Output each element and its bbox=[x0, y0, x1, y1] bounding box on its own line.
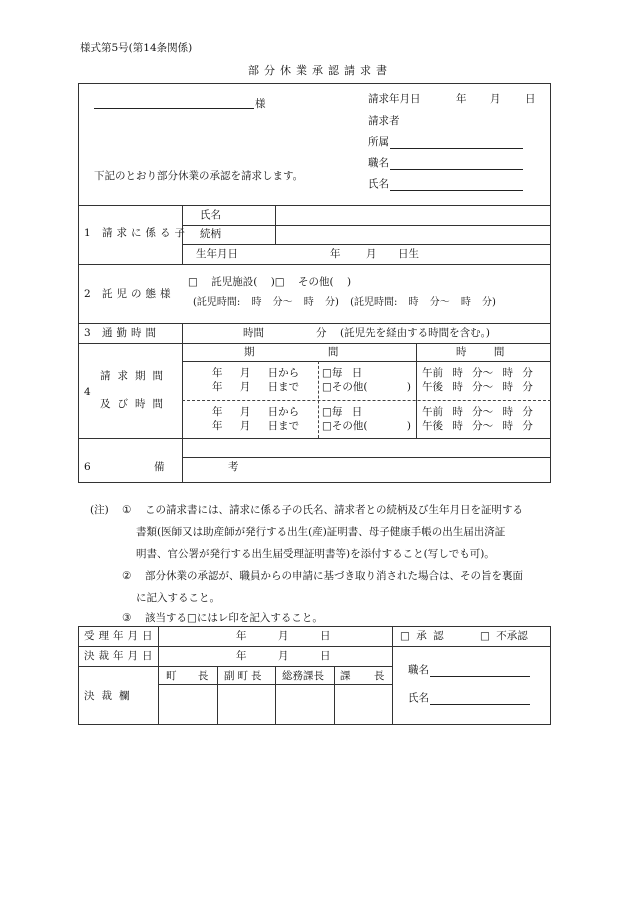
addressee-suffix: 様 bbox=[255, 98, 266, 110]
note3-mark: ③ bbox=[122, 612, 132, 624]
section4-number: 4 bbox=[84, 386, 91, 398]
period1-am-time[interactable]: 午前 時 分〜 時 分 bbox=[422, 367, 533, 379]
decided-date-label: 決裁年月日 bbox=[84, 650, 157, 662]
request-date-day: 日 bbox=[525, 93, 536, 105]
divider bbox=[334, 666, 335, 725]
commute-hours: 時間 bbox=[243, 327, 264, 339]
stamp-header-deputy-mayor: 副町長 bbox=[224, 670, 265, 682]
name-field[interactable] bbox=[390, 190, 523, 191]
section3-label: 3 通勤時間 bbox=[84, 327, 161, 339]
childcare-hours: (託児時間: 時 分〜 時 分) (託児時間: 時 分〜 時 分) bbox=[193, 297, 496, 308]
child-birthdate-label: 生年月日 bbox=[196, 248, 238, 260]
requester-label: 請求者 bbox=[368, 115, 400, 127]
stamp-header-section-chief: 課 長 bbox=[340, 670, 385, 682]
decision-label: 決裁欄 bbox=[84, 690, 137, 702]
request-date-label: 請求年月日 bbox=[368, 93, 421, 105]
received-day: 日 bbox=[320, 630, 331, 642]
request-date-month: 月 bbox=[490, 93, 501, 105]
period1-other-checkbox[interactable]: □その他( ) bbox=[322, 381, 411, 393]
section4-label-line2: 及び時間 bbox=[100, 398, 170, 410]
period1-until[interactable]: 年 月 日まで bbox=[212, 381, 300, 393]
page-title: 部分休業承認請求書 bbox=[248, 64, 392, 77]
approver-name-label: 氏名 bbox=[408, 692, 429, 704]
divider bbox=[78, 205, 551, 206]
divider bbox=[182, 343, 183, 438]
period-header: 期 間 bbox=[244, 346, 339, 358]
divider bbox=[158, 684, 392, 685]
stamp-header-general-affairs-chief: 総務課長 bbox=[282, 670, 324, 682]
divider bbox=[78, 438, 551, 439]
form-number: 様式第5号(第14条関係) bbox=[80, 42, 193, 54]
period2-pm-time[interactable]: 午後 時 分〜 時 分 bbox=[422, 420, 533, 432]
divider bbox=[182, 205, 183, 264]
received-date-label: 受理年月日 bbox=[84, 630, 157, 642]
decided-day: 日 bbox=[320, 650, 331, 662]
approve-checkbox[interactable]: □ 承 認 bbox=[400, 630, 444, 642]
child-name-label: 氏名 bbox=[200, 209, 221, 221]
received-year: 年 bbox=[236, 630, 247, 642]
note2-line1: 部分休業の承認が、職員からの申請に基づき取り消された場合は、その旨を裏面 bbox=[145, 570, 523, 582]
period2-from[interactable]: 年 月 日から bbox=[212, 406, 300, 418]
divider bbox=[78, 264, 551, 265]
divider bbox=[182, 244, 551, 245]
divider bbox=[182, 400, 551, 401]
divider bbox=[78, 646, 551, 647]
divider bbox=[158, 626, 159, 725]
divider bbox=[78, 666, 392, 667]
note1-line3: 明書、官公署が発行する出生届受理証明書等)を添付すること(写しでも可)。 bbox=[136, 548, 495, 560]
divider bbox=[275, 666, 276, 725]
period2-other-checkbox[interactable]: □その他( ) bbox=[322, 420, 411, 432]
addressee-line[interactable] bbox=[94, 108, 254, 109]
divider bbox=[416, 343, 417, 438]
note2-mark: ② bbox=[122, 570, 132, 582]
time-header: 時 間 bbox=[456, 346, 505, 358]
divider bbox=[78, 323, 551, 324]
received-month: 月 bbox=[278, 630, 289, 642]
period2-daily-checkbox[interactable]: □毎 日 bbox=[322, 406, 363, 418]
decided-year: 年 bbox=[236, 650, 247, 662]
notes-prefix: (注) bbox=[90, 504, 109, 516]
request-date-year: 年 bbox=[456, 93, 467, 105]
period1-daily-checkbox[interactable]: □毎 日 bbox=[322, 367, 363, 379]
birth-month: 月 bbox=[366, 248, 377, 260]
section6-label: 6 備 考 bbox=[84, 461, 239, 473]
approver-position-label: 職名 bbox=[408, 664, 429, 676]
section1-label: 1 請求に係る子 bbox=[84, 227, 190, 239]
divider bbox=[182, 323, 183, 343]
commute-minutes: 分 bbox=[316, 327, 327, 339]
commute-note: (託児先を経由する時間を含む。) bbox=[340, 327, 490, 339]
approver-name-field[interactable] bbox=[430, 704, 530, 705]
divider bbox=[392, 626, 393, 725]
childcare-options[interactable]: □ 託児施設( )□ その他( ) bbox=[188, 276, 352, 288]
divider bbox=[78, 343, 551, 344]
approver-position-field[interactable] bbox=[430, 676, 530, 677]
period1-pm-time[interactable]: 午後 時 分〜 時 分 bbox=[422, 381, 533, 393]
decided-month: 月 bbox=[278, 650, 289, 662]
birth-day: 日生 bbox=[398, 248, 419, 260]
stamp-header-mayor: 町 長 bbox=[166, 670, 209, 682]
affiliation-field[interactable] bbox=[390, 148, 523, 149]
position-field[interactable] bbox=[390, 169, 523, 170]
divider bbox=[182, 457, 551, 458]
note1-mark: ① bbox=[122, 504, 132, 516]
birth-year: 年 bbox=[330, 248, 341, 260]
period2-until[interactable]: 年 月 日まで bbox=[212, 420, 300, 432]
note1-line2: 書類(医師又は助産師が発行する出生(産)証明書、母子健康手帳の出生届出済証 bbox=[136, 526, 506, 538]
divider bbox=[217, 666, 218, 725]
disapprove-checkbox[interactable]: □ 不承認 bbox=[480, 630, 528, 642]
section2-label: 2 託児の態様 bbox=[84, 288, 175, 300]
request-statement: 下記のとおり部分休業の承認を請求します。 bbox=[94, 170, 304, 182]
period1-from[interactable]: 年 月 日から bbox=[212, 367, 300, 379]
divider bbox=[182, 225, 551, 226]
child-relation-label: 続柄 bbox=[200, 228, 221, 240]
divider bbox=[182, 361, 551, 362]
affiliation-label: 所属 bbox=[368, 136, 389, 148]
section4-label-line1: 請求期間 bbox=[100, 370, 170, 382]
period2-am-time[interactable]: 午前 時 分〜 時 分 bbox=[422, 406, 533, 418]
note2-line2: に記入すること。 bbox=[136, 592, 220, 604]
position-label: 職名 bbox=[368, 157, 389, 169]
note1-line1: この請求書には、請求に係る子の氏名、請求者との続柄及び生年月日を証明する bbox=[145, 504, 523, 516]
note3-line1: 該当する□にはレ印を記入すること。 bbox=[145, 612, 323, 624]
name-label: 氏名 bbox=[368, 178, 389, 190]
